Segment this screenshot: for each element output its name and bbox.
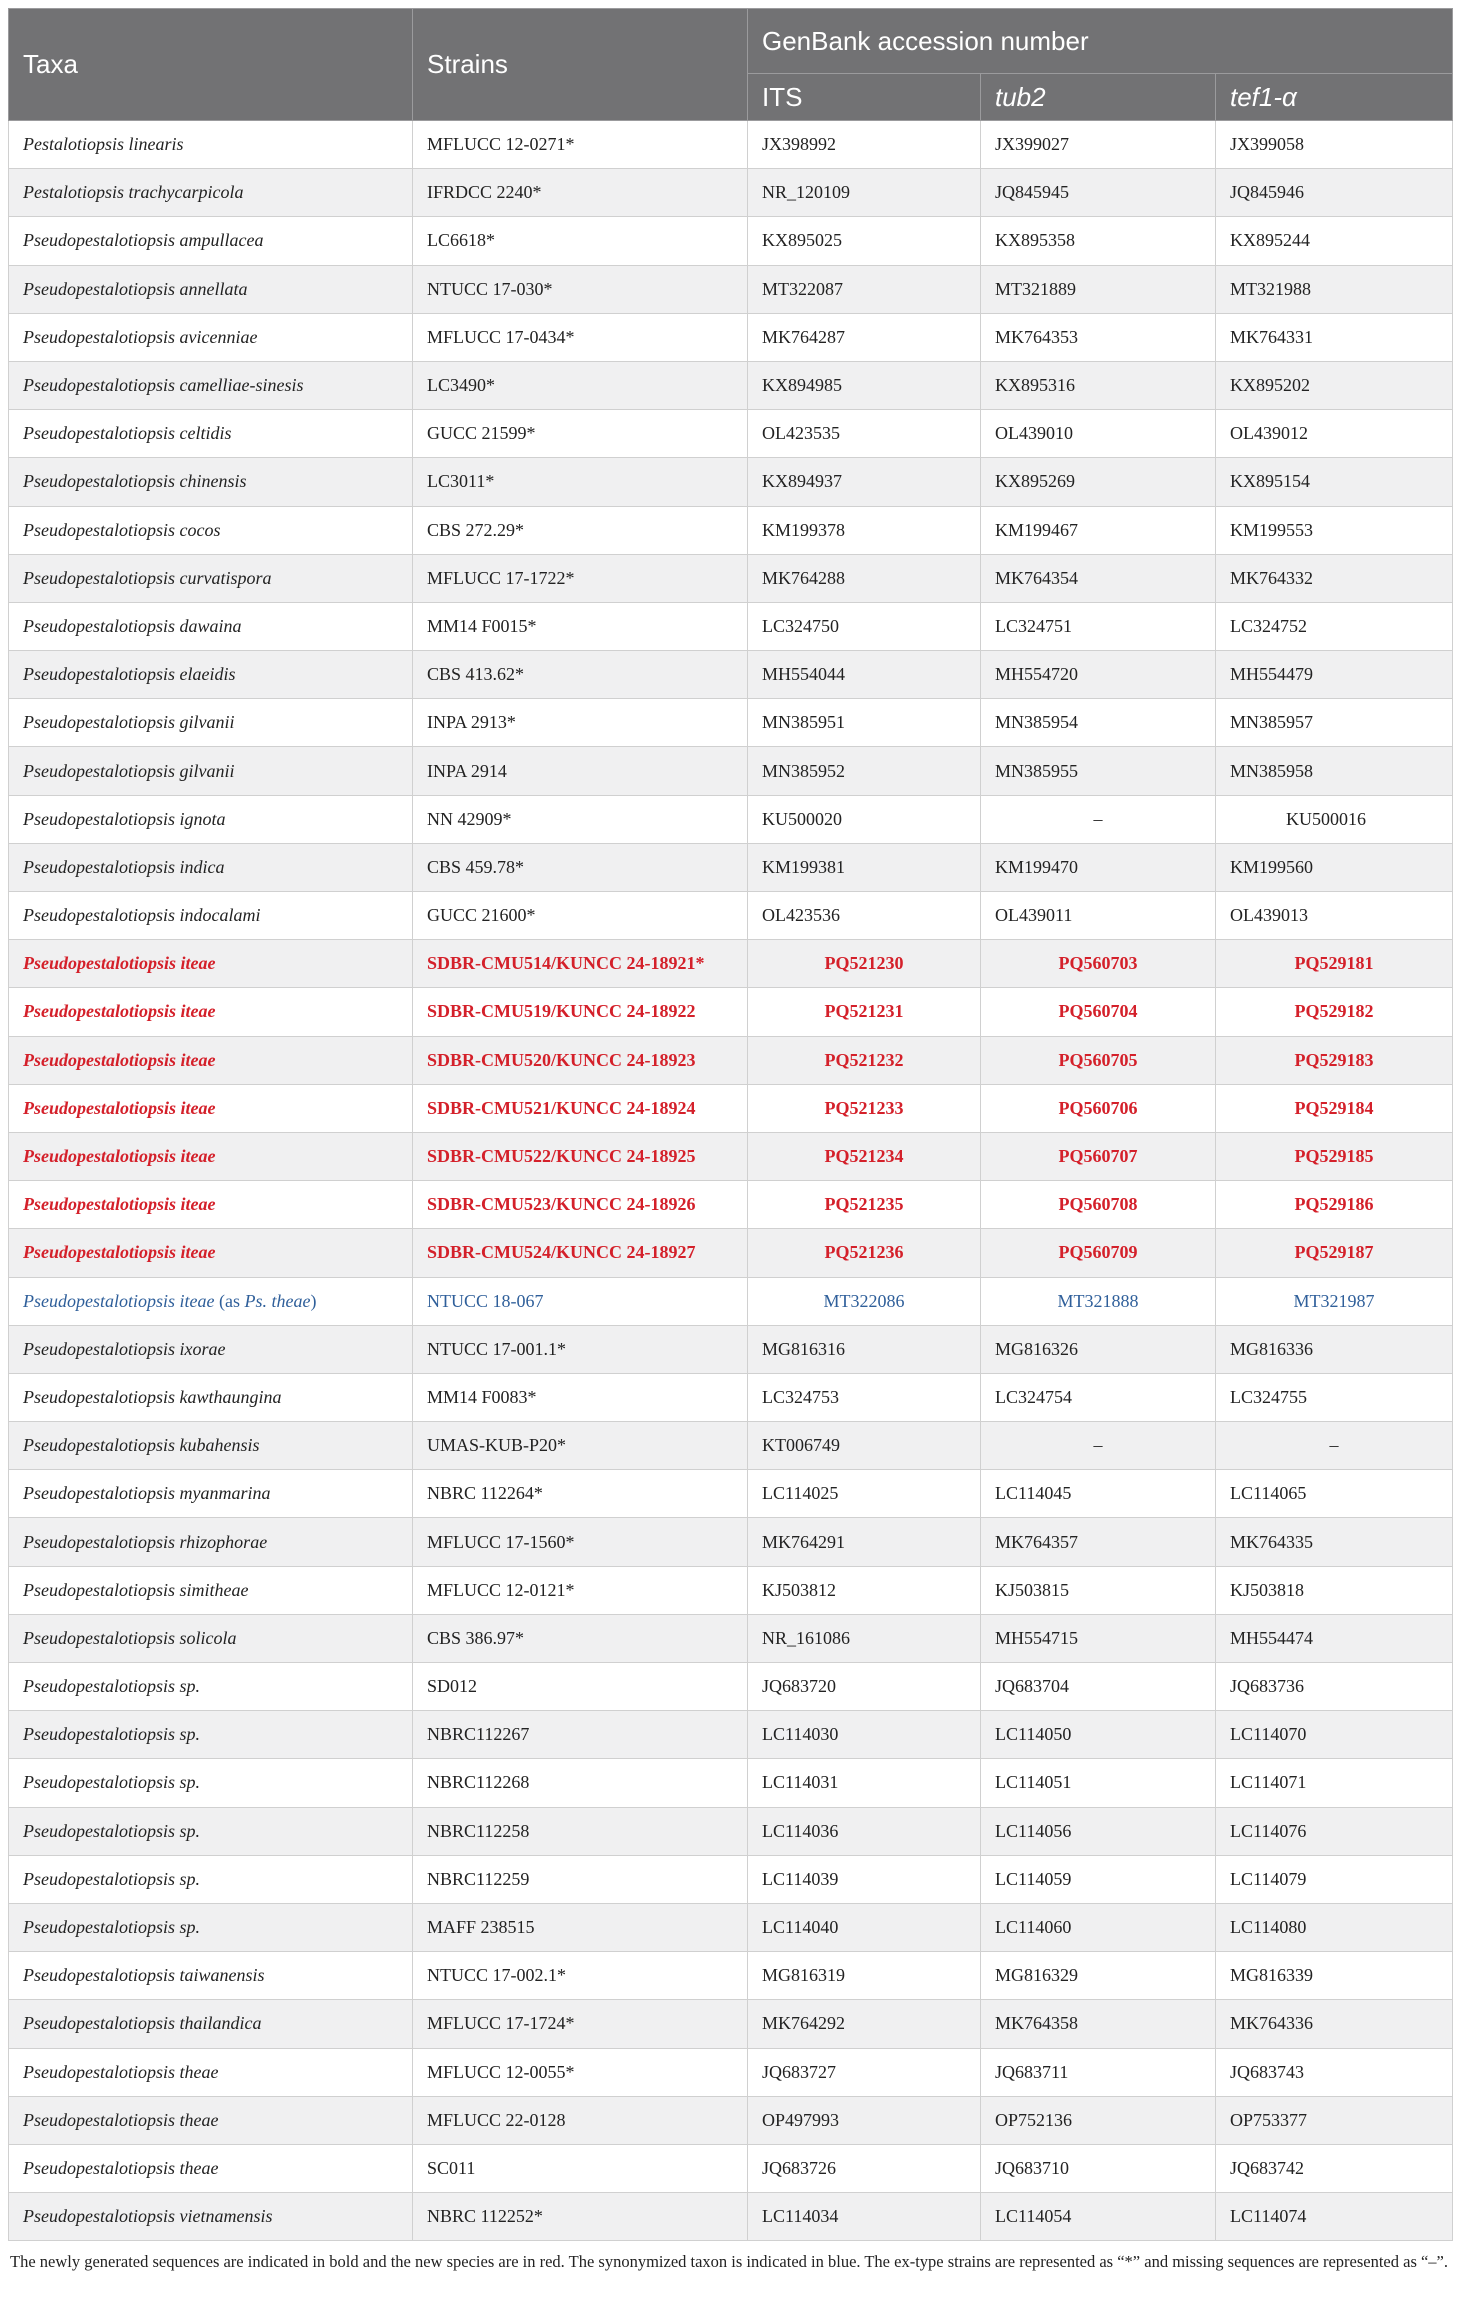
cell-strain: NBRC112258 <box>413 1807 748 1855</box>
genbank-accession-table <box>8 8 1453 2241</box>
cell-tub2: MT321889 <box>981 265 1216 313</box>
header-strains: Strains <box>413 9 748 121</box>
cell-taxa: Pseudopestalotiopsis celtidis <box>9 410 413 458</box>
table-row <box>9 1277 1453 1325</box>
cell-its: JQ683727 <box>748 2048 981 2096</box>
cell-tef1: MH554474 <box>1216 1614 1453 1662</box>
cell-tef1: PQ529187 <box>1216 1229 1453 1277</box>
table-row <box>9 1084 1453 1132</box>
header-taxa: Taxa <box>9 9 413 121</box>
cell-taxa: Pseudopestalotiopsis cocos <box>9 506 413 554</box>
cell-tub2: PQ560708 <box>981 1181 1216 1229</box>
table-row <box>9 1518 1453 1566</box>
cell-tef1: OP753377 <box>1216 2096 1453 2144</box>
table-row <box>9 988 1453 1036</box>
cell-tef1: PQ529186 <box>1216 1181 1453 1229</box>
cell-tef1: MK764332 <box>1216 554 1453 602</box>
cell-tef1: MT321988 <box>1216 265 1453 313</box>
cell-taxa: Pseudopestalotiopsis thailandica <box>9 2000 413 2048</box>
cell-strain: UMAS-KUB-P20* <box>413 1422 748 1470</box>
cell-tub2: LC114056 <box>981 1807 1216 1855</box>
cell-tef1: KM199560 <box>1216 843 1453 891</box>
cell-strain: GUCC 21600* <box>413 892 748 940</box>
table-row <box>9 265 1453 313</box>
cell-taxa: Pseudopestalotiopsis taiwanensis <box>9 1952 413 2000</box>
cell-tub2: LC324754 <box>981 1373 1216 1421</box>
cell-taxa: Pestalotiopsis trachycarpicola <box>9 169 413 217</box>
table-row <box>9 1614 1453 1662</box>
cell-its: MH554044 <box>748 651 981 699</box>
cell-tef1: PQ529184 <box>1216 1084 1453 1132</box>
cell-its: MK764291 <box>748 1518 981 1566</box>
cell-its: PQ521236 <box>748 1229 981 1277</box>
cell-tub2: KM199470 <box>981 843 1216 891</box>
cell-strain: MFLUCC 17-1722* <box>413 554 748 602</box>
table-row <box>9 747 1453 795</box>
table-row <box>9 2048 1453 2096</box>
cell-tub2: MN385954 <box>981 699 1216 747</box>
cell-tub2: LC114054 <box>981 2193 1216 2241</box>
cell-strain: MM14 F0015* <box>413 602 748 650</box>
cell-strain: SDBR-CMU523/KUNCC 24-18926 <box>413 1181 748 1229</box>
cell-its: PQ521233 <box>748 1084 981 1132</box>
table-header <box>9 9 1453 121</box>
cell-its: MK764288 <box>748 554 981 602</box>
cell-taxa: Pseudopestalotiopsis sp. <box>9 1663 413 1711</box>
cell-strain: SDBR-CMU521/KUNCC 24-18924 <box>413 1084 748 1132</box>
cell-tef1: MK764336 <box>1216 2000 1453 2048</box>
cell-tub2: MH554715 <box>981 1614 1216 1662</box>
table-row <box>9 2096 1453 2144</box>
cell-tef1: PQ529185 <box>1216 1132 1453 1180</box>
cell-taxa: Pseudopestalotiopsis theae <box>9 2096 413 2144</box>
cell-tub2: MH554720 <box>981 651 1216 699</box>
cell-tef1: LC114070 <box>1216 1711 1453 1759</box>
cell-taxa: Pestalotiopsis linearis <box>9 121 413 169</box>
cell-strain: NTUCC 18-067 <box>413 1277 748 1325</box>
cell-taxa: Pseudopestalotiopsis camelliae-sinesis <box>9 361 413 409</box>
cell-tef1: MN385958 <box>1216 747 1453 795</box>
table-row <box>9 2144 1453 2192</box>
cell-its: LC114030 <box>748 1711 981 1759</box>
table-row <box>9 554 1453 602</box>
cell-strain: INPA 2913* <box>413 699 748 747</box>
table-row <box>9 795 1453 843</box>
cell-tef1: LC114079 <box>1216 1855 1453 1903</box>
table-row <box>9 1036 1453 1084</box>
cell-tub2: KJ503815 <box>981 1566 1216 1614</box>
cell-its: JQ683726 <box>748 2144 981 2192</box>
table-row <box>9 892 1453 940</box>
cell-strain: NBRC112259 <box>413 1855 748 1903</box>
cell-its: PQ521235 <box>748 1181 981 1229</box>
cell-taxa: Pseudopestalotiopsis sp. <box>9 1759 413 1807</box>
cell-strain: NBRC 112264* <box>413 1470 748 1518</box>
cell-tub2: MT321888 <box>981 1277 1216 1325</box>
cell-strain: MFLUCC 17-1724* <box>413 2000 748 2048</box>
cell-its: PQ521230 <box>748 940 981 988</box>
cell-its: LC114036 <box>748 1807 981 1855</box>
cell-tef1: KX895244 <box>1216 217 1453 265</box>
cell-strain: LC6618* <box>413 217 748 265</box>
cell-tub2: MK764353 <box>981 313 1216 361</box>
cell-taxa: Pseudopestalotiopsis chinensis <box>9 458 413 506</box>
cell-taxa: Pseudopestalotiopsis kubahensis <box>9 1422 413 1470</box>
cell-taxa: Pseudopestalotiopsis annellata <box>9 265 413 313</box>
cell-tub2: MN385955 <box>981 747 1216 795</box>
cell-strain: IFRDCC 2240* <box>413 169 748 217</box>
cell-its: NR_120109 <box>748 169 981 217</box>
cell-tub2: KX895269 <box>981 458 1216 506</box>
table-row <box>9 1132 1453 1180</box>
header-genbank: GenBank accession number <box>748 9 1453 74</box>
cell-strain: SDBR-CMU524/KUNCC 24-18927 <box>413 1229 748 1277</box>
cell-its: MK764287 <box>748 313 981 361</box>
cell-its: MT322087 <box>748 265 981 313</box>
cell-tef1: KJ503818 <box>1216 1566 1453 1614</box>
cell-tef1: OL439013 <box>1216 892 1453 940</box>
cell-taxa: Pseudopestalotiopsis sp. <box>9 1855 413 1903</box>
cell-tef1: OL439012 <box>1216 410 1453 458</box>
cell-taxa: Pseudopestalotiopsis iteae <box>9 1132 413 1180</box>
cell-tef1: LC114065 <box>1216 1470 1453 1518</box>
table-row <box>9 651 1453 699</box>
cell-strain: CBS 386.97* <box>413 1614 748 1662</box>
cell-its: MN385951 <box>748 699 981 747</box>
cell-taxa: Pseudopestalotiopsis solicola <box>9 1614 413 1662</box>
cell-its: LC114031 <box>748 1759 981 1807</box>
cell-strain: NBRC112268 <box>413 1759 748 1807</box>
cell-tef1: JQ683736 <box>1216 1663 1453 1711</box>
table-row <box>9 1181 1453 1229</box>
cell-its: KT006749 <box>748 1422 981 1470</box>
cell-its: OP497993 <box>748 2096 981 2144</box>
cell-tub2: JX399027 <box>981 121 1216 169</box>
table-row <box>9 1663 1453 1711</box>
table-row <box>9 506 1453 554</box>
cell-taxa: Pseudopestalotiopsis theae <box>9 2048 413 2096</box>
cell-taxa: Pseudopestalotiopsis sp. <box>9 1903 413 1951</box>
cell-tef1: PQ529183 <box>1216 1036 1453 1084</box>
cell-its: KM199378 <box>748 506 981 554</box>
cell-taxa: Pseudopestalotiopsis gilvanii <box>9 747 413 795</box>
table-row <box>9 1759 1453 1807</box>
table-row <box>9 1903 1453 1951</box>
cell-tub2: KM199467 <box>981 506 1216 554</box>
cell-tef1: LC324752 <box>1216 602 1453 650</box>
cell-its: OL423535 <box>748 410 981 458</box>
cell-tub2: PQ560707 <box>981 1132 1216 1180</box>
cell-tef1: PQ529182 <box>1216 988 1453 1036</box>
cell-taxa: Pseudopestalotiopsis iteae <box>9 988 413 1036</box>
table-row <box>9 602 1453 650</box>
cell-tub2: PQ560706 <box>981 1084 1216 1132</box>
table-row <box>9 361 1453 409</box>
cell-strain: MFLUCC 12-0055* <box>413 2048 748 2096</box>
cell-tub2: MG816329 <box>981 1952 1216 2000</box>
cell-tub2: MK764354 <box>981 554 1216 602</box>
cell-strain: NBRC112267 <box>413 1711 748 1759</box>
cell-tub2: OL439010 <box>981 410 1216 458</box>
table-row <box>9 410 1453 458</box>
cell-its: PQ521232 <box>748 1036 981 1084</box>
cell-strain: MAFF 238515 <box>413 1903 748 1951</box>
table-row <box>9 458 1453 506</box>
cell-its: KJ503812 <box>748 1566 981 1614</box>
header-tub2: tub2 <box>981 74 1216 121</box>
cell-taxa: Pseudopestalotiopsis iteae <box>9 1036 413 1084</box>
cell-taxa: Pseudopestalotiopsis indica <box>9 843 413 891</box>
cell-strain: MM14 F0083* <box>413 1373 748 1421</box>
cell-strain: SD012 <box>413 1663 748 1711</box>
cell-tef1: JQ683742 <box>1216 2144 1453 2192</box>
table-row <box>9 1807 1453 1855</box>
cell-tef1: LC114071 <box>1216 1759 1453 1807</box>
table-row <box>9 843 1453 891</box>
cell-its: KX894985 <box>748 361 981 409</box>
cell-strain: MFLUCC 12-0121* <box>413 1566 748 1614</box>
cell-its: JQ683720 <box>748 1663 981 1711</box>
cell-its: KX894937 <box>748 458 981 506</box>
cell-taxa: Pseudopestalotiopsis sp. <box>9 1711 413 1759</box>
cell-its: LC114034 <box>748 2193 981 2241</box>
table-row <box>9 1711 1453 1759</box>
cell-its: NR_161086 <box>748 1614 981 1662</box>
header-its: ITS <box>748 74 981 121</box>
table-sheet <box>8 8 1452 2274</box>
cell-its: MG816319 <box>748 1952 981 2000</box>
cell-tef1: MG816339 <box>1216 1952 1453 2000</box>
cell-taxa: Pseudopestalotiopsis vietnamensis <box>9 2193 413 2241</box>
cell-tef1: LC114076 <box>1216 1807 1453 1855</box>
cell-strain: GUCC 21599* <box>413 410 748 458</box>
cell-tef1: LC114074 <box>1216 2193 1453 2241</box>
cell-its: KX895025 <box>748 217 981 265</box>
cell-tub2: JQ683710 <box>981 2144 1216 2192</box>
cell-tub2: LC114059 <box>981 1855 1216 1903</box>
cell-strain: CBS 459.78* <box>413 843 748 891</box>
table-row <box>9 1325 1453 1373</box>
cell-tub2: LC114050 <box>981 1711 1216 1759</box>
cell-strain: LC3490* <box>413 361 748 409</box>
cell-tef1: KX895154 <box>1216 458 1453 506</box>
cell-its: LC114025 <box>748 1470 981 1518</box>
cell-tub2: OP752136 <box>981 2096 1216 2144</box>
cell-taxa: Pseudopestalotiopsis indocalami <box>9 892 413 940</box>
table-row <box>9 2193 1453 2241</box>
cell-taxa: Pseudopestalotiopsis iteae <box>9 1084 413 1132</box>
table-row <box>9 1855 1453 1903</box>
header-tef1: tef1-α <box>1216 74 1453 121</box>
cell-strain: MFLUCC 17-0434* <box>413 313 748 361</box>
cell-tub2: JQ683704 <box>981 1663 1216 1711</box>
cell-its: LC114040 <box>748 1903 981 1951</box>
cell-taxa: Pseudopestalotiopsis sp. <box>9 1807 413 1855</box>
cell-taxa: Pseudopestalotiopsis iteae <box>9 1229 413 1277</box>
cell-its: KM199381 <box>748 843 981 891</box>
table-row <box>9 1566 1453 1614</box>
cell-taxa: Pseudopestalotiopsis rhizophorae <box>9 1518 413 1566</box>
cell-tub2: MK764358 <box>981 2000 1216 2048</box>
cell-taxa: Pseudopestalotiopsis iteae <box>9 940 413 988</box>
cell-tub2: PQ560709 <box>981 1229 1216 1277</box>
cell-strain: SDBR-CMU522/KUNCC 24-18925 <box>413 1132 748 1180</box>
cell-tub2: MK764357 <box>981 1518 1216 1566</box>
cell-taxa: Pseudopestalotiopsis ampullacea <box>9 217 413 265</box>
table-row <box>9 699 1453 747</box>
cell-tub2: LC324751 <box>981 602 1216 650</box>
cell-taxa: Pseudopestalotiopsis elaeidis <box>9 651 413 699</box>
cell-its: MK764292 <box>748 2000 981 2048</box>
cell-tef1: – <box>1216 1422 1453 1470</box>
cell-its: LC324750 <box>748 602 981 650</box>
cell-tub2: – <box>981 795 1216 843</box>
cell-tub2: PQ560705 <box>981 1036 1216 1084</box>
cell-tub2: MG816326 <box>981 1325 1216 1373</box>
cell-strain: INPA 2914 <box>413 747 748 795</box>
cell-tub2: LC114051 <box>981 1759 1216 1807</box>
cell-tub2: – <box>981 1422 1216 1470</box>
cell-its: OL423536 <box>748 892 981 940</box>
cell-taxa: Pseudopestalotiopsis theae <box>9 2144 413 2192</box>
cell-tub2: KX895358 <box>981 217 1216 265</box>
table-row <box>9 1470 1453 1518</box>
cell-tef1: JX399058 <box>1216 121 1453 169</box>
cell-strain: MFLUCC 12-0271* <box>413 121 748 169</box>
table-row <box>9 940 1453 988</box>
cell-tub2: LC114060 <box>981 1903 1216 1951</box>
cell-strain: SC011 <box>413 2144 748 2192</box>
cell-its: MG816316 <box>748 1325 981 1373</box>
cell-tef1: LC114080 <box>1216 1903 1453 1951</box>
cell-taxa: Pseudopestalotiopsis avicenniae <box>9 313 413 361</box>
cell-taxa: Pseudopestalotiopsis simitheae <box>9 1566 413 1614</box>
cell-strain: CBS 413.62* <box>413 651 748 699</box>
cell-its: KU500020 <box>748 795 981 843</box>
table-row <box>9 1952 1453 2000</box>
cell-taxa: Pseudopestalotiopsis curvatispora <box>9 554 413 602</box>
cell-its: PQ521234 <box>748 1132 981 1180</box>
cell-tef1: MN385957 <box>1216 699 1453 747</box>
cell-taxa: Pseudopestalotiopsis iteae <box>9 1181 413 1229</box>
cell-tef1: MK764331 <box>1216 313 1453 361</box>
table-row <box>9 1229 1453 1277</box>
cell-taxa: Pseudopestalotiopsis dawaina <box>9 602 413 650</box>
cell-tef1: LC324755 <box>1216 1373 1453 1421</box>
cell-tef1: KX895202 <box>1216 361 1453 409</box>
cell-strain: LC3011* <box>413 458 748 506</box>
cell-strain: NTUCC 17-030* <box>413 265 748 313</box>
cell-taxa: Pseudopestalotiopsis ignota <box>9 795 413 843</box>
cell-tef1: PQ529181 <box>1216 940 1453 988</box>
cell-strain: NBRC 112252* <box>413 2193 748 2241</box>
table-row <box>9 1373 1453 1421</box>
cell-strain: CBS 272.29* <box>413 506 748 554</box>
cell-tub2: OL439011 <box>981 892 1216 940</box>
table-row <box>9 169 1453 217</box>
cell-its: PQ521231 <box>748 988 981 1036</box>
table-row <box>9 313 1453 361</box>
cell-tef1: MG816336 <box>1216 1325 1453 1373</box>
cell-its: MT322086 <box>748 1277 981 1325</box>
cell-strain: SDBR-CMU519/KUNCC 24-18922 <box>413 988 748 1036</box>
cell-tef1: KM199553 <box>1216 506 1453 554</box>
cell-strain: NTUCC 17-001.1* <box>413 1325 748 1373</box>
cell-taxa: Pseudopestalotiopsis iteae (as Ps. theae) <box>9 1277 413 1325</box>
table-row <box>9 121 1453 169</box>
cell-taxa: Pseudopestalotiopsis ixorae <box>9 1325 413 1373</box>
cell-strain: MFLUCC 17-1560* <box>413 1518 748 1566</box>
cell-taxa: Pseudopestalotiopsis kawthaungina <box>9 1373 413 1421</box>
cell-tub2: PQ560703 <box>981 940 1216 988</box>
cell-its: LC114039 <box>748 1855 981 1903</box>
cell-tub2: JQ683711 <box>981 2048 1216 2096</box>
cell-strain: SDBR-CMU520/KUNCC 24-18923 <box>413 1036 748 1084</box>
cell-taxa: Pseudopestalotiopsis myanmarina <box>9 1470 413 1518</box>
cell-its: LC324753 <box>748 1373 981 1421</box>
cell-tub2: PQ560704 <box>981 988 1216 1036</box>
cell-tub2: JQ845945 <box>981 169 1216 217</box>
cell-strain: MFLUCC 22-0128 <box>413 2096 748 2144</box>
cell-its: JX398992 <box>748 121 981 169</box>
table-body <box>9 121 1453 2241</box>
table-row <box>9 217 1453 265</box>
cell-tef1: MT321987 <box>1216 1277 1453 1325</box>
cell-tub2: LC114045 <box>981 1470 1216 1518</box>
cell-tef1: JQ845946 <box>1216 169 1453 217</box>
cell-its: MN385952 <box>748 747 981 795</box>
table-row <box>9 1422 1453 1470</box>
table-footnote: The newly generated sequences are indicated in bold and the new species are in red. The synonymized taxon is indicated in blue. The ex-type strains are represented as “*” and missing sequences are represented as “–”. <box>10 2252 1449 2272</box>
cell-tef1: KU500016 <box>1216 795 1453 843</box>
cell-tef1: MK764335 <box>1216 1518 1453 1566</box>
cell-strain: NN 42909* <box>413 795 748 843</box>
cell-strain: SDBR-CMU514/KUNCC 24-18921* <box>413 940 748 988</box>
table-row <box>9 2000 1453 2048</box>
cell-tef1: MH554479 <box>1216 651 1453 699</box>
cell-taxa: Pseudopestalotiopsis gilvanii <box>9 699 413 747</box>
cell-strain: NTUCC 17-002.1* <box>413 1952 748 2000</box>
cell-tub2: KX895316 <box>981 361 1216 409</box>
cell-tef1: JQ683743 <box>1216 2048 1453 2096</box>
